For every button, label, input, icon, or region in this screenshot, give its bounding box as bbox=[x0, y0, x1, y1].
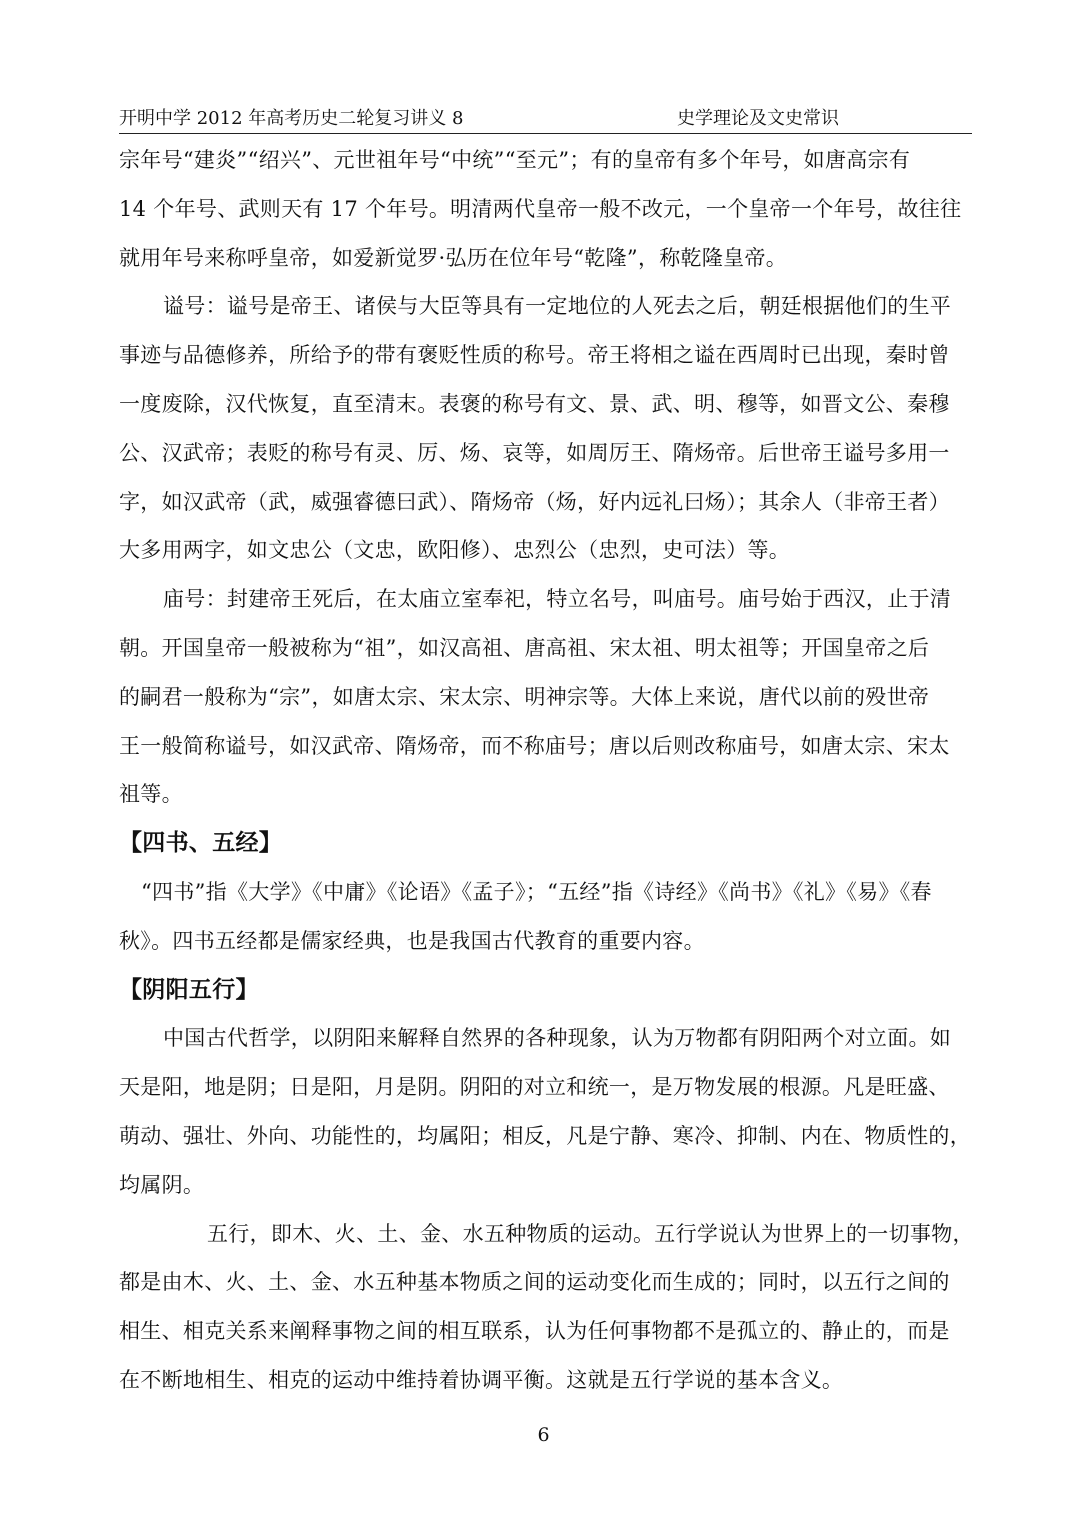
text-line: 字，如汉武帝（武，威强睿德曰武）、隋炀帝（炀，好内远礼曰炀）；其余人（非帝王者） bbox=[119, 489, 950, 514]
text-line: 在不断地相生、相克的运动中维持着协调平衡。这就是五行学说的基本含义。 bbox=[119, 1367, 844, 1392]
header-divider bbox=[119, 133, 972, 134]
text-line: 的嗣君一般称为“宗”，如唐太宗、宋太宗、明神宗等。大体上来说，唐代以前的殁世帝 bbox=[119, 684, 930, 709]
header-subject: 史学理论及文史常识 bbox=[677, 108, 839, 129]
text-line: 公、汉武帝；表贬的称号有灵、厉、炀、哀等，如周厉王、隋炀帝。后世帝王谥号多用一 bbox=[119, 440, 950, 465]
text-line: 天是阳，地是阴；日是阳，月是阴。阴阳的对立和统一，是万物发展的根源。凡是旺盛、 bbox=[119, 1075, 950, 1100]
text-line: 相生、相克关系来阐释事物之间的相互联系，认为任何事物都不是孤立的、静止的，而是 bbox=[119, 1319, 950, 1344]
document-body bbox=[119, 136, 972, 1405]
section-heading-sishu-wujing: 【四书、五经】 bbox=[119, 829, 283, 857]
page-header bbox=[119, 106, 972, 132]
paragraph-wuxing bbox=[119, 1210, 972, 1405]
paragraph-nianhao bbox=[119, 136, 972, 282]
text-line: 均属阴。 bbox=[119, 1172, 205, 1197]
text-line: 14 个年号、武则天有 17 个年号。明清两代皇帝一般不改元，一个皇帝一个年号，故往往 bbox=[119, 196, 962, 221]
text-line: 大多用两字，如文忠公（文忠，欧阳修）、忠烈公（忠烈，史可法）等。 bbox=[119, 538, 791, 563]
text-line: 朝。开国皇帝一般被称为“祖”，如汉高祖、唐高祖、宋太祖、明太祖等；开国皇帝之后 bbox=[119, 635, 930, 660]
section-heading-yinyang-wuxing: 【阴阳五行】 bbox=[119, 975, 259, 1003]
paragraph-shihao bbox=[119, 282, 972, 575]
paragraph-sishu bbox=[119, 868, 972, 966]
header-title: 开明中学 2012 年高考历史二轮复习讲义 8 bbox=[119, 108, 464, 129]
page-number: 6 bbox=[537, 1424, 550, 1446]
text-line: 谥号：谥号是帝王、诸侯与大臣等具有一定地位的人死去之后，朝廷根据他们的生平 bbox=[163, 294, 952, 319]
text-line: 就用年号来称呼皇帝，如爱新觉罗·弘历在位年号“乾隆”，称乾隆皇帝。 bbox=[119, 245, 788, 270]
text-line: 五行，即木、火、土、金、水五种物质的运动。五行学说认为世界上的一切事物， bbox=[207, 1221, 974, 1246]
text-line: 王一般简称谥号，如汉武帝、隋炀帝，而不称庙号；唐以后则改称庙号，如唐太宗、宋太 bbox=[119, 733, 950, 758]
text-line: 秋》。四书五经都是儒家经典，也是我国古代教育的重要内容。 bbox=[119, 928, 705, 953]
paragraph-miaohao bbox=[119, 575, 972, 819]
text-line: 祖等。 bbox=[119, 782, 183, 807]
text-line: 萌动、强壮、外向、功能性的，均属阳；相反，凡是宁静、寒冷、抑制、内在、物质性的， bbox=[119, 1123, 971, 1148]
text-line: 事迹与品德修养，所给予的带有褒贬性质的称号。帝王将相之谥在西周时已出现，秦时曾 bbox=[119, 343, 950, 368]
text-line: “四书”指《大学》《中庸》《论语》《孟子》；“五经”指《诗经》《尚书》《礼》《易》《春 bbox=[141, 879, 932, 904]
text-line: 都是由木、火、土、金、水五种基本物质之间的运动变化而生成的；同时，以五行之间的 bbox=[119, 1270, 950, 1295]
paragraph-yinyang bbox=[119, 1014, 972, 1209]
text-line: 中国古代哲学，以阴阳来解释自然界的各种现象，认为万物都有阴阳两个对立面。如 bbox=[163, 1026, 952, 1051]
text-line: 宗年号“建炎”“绍兴”、元世祖年号“中统”“至元”；有的皇帝有多个年号，如唐高宗有 bbox=[119, 148, 911, 172]
text-line: 庙号：封建帝王死后，在太庙立室奉祀，特立名号，叫庙号。庙号始于西汉，止于清 bbox=[163, 587, 952, 612]
text-line: 一度废除，汉代恢复，直至清末。表褒的称号有文、景、武、明、穆等，如晋文公、秦穆 bbox=[119, 391, 950, 416]
